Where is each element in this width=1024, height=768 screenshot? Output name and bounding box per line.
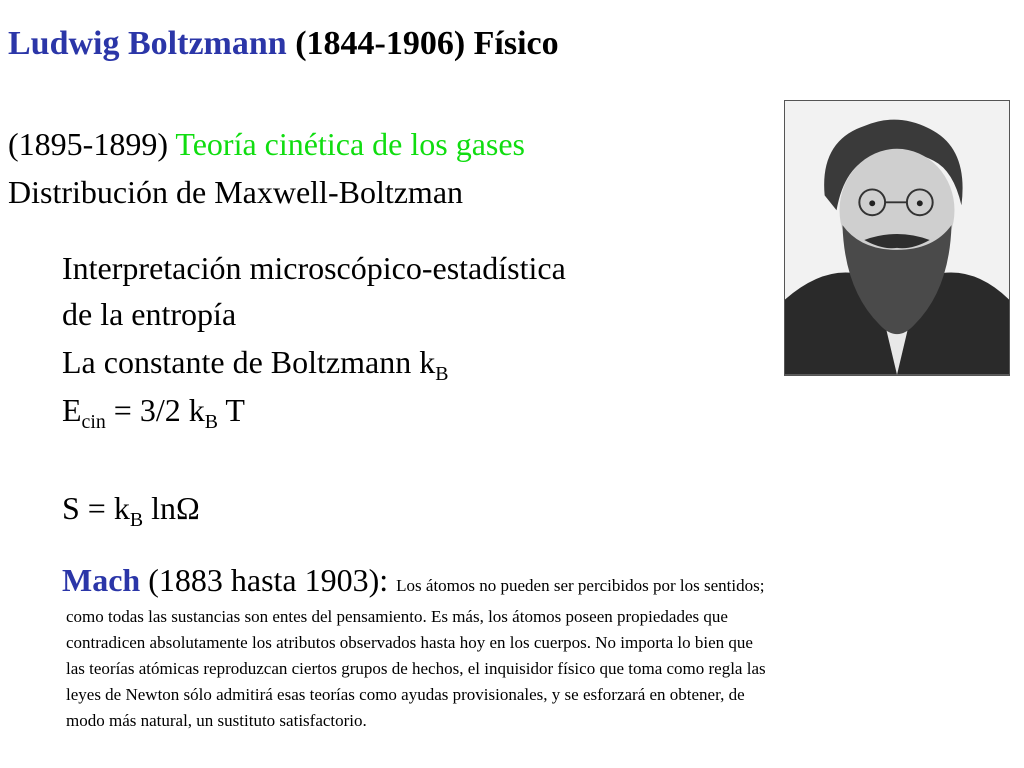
interpretation-line-2: de la entropía [62,296,237,332]
kinetic-theory-topic: Teoría cinética de los gases [175,126,525,162]
mach-quote-line: contradicen absolutamente los atributos observados hasta hoy en los cuerpos. No importa lo bien que [66,633,753,652]
mach-period: (1883 hasta 1903): [140,562,397,598]
energy-middle: = 3/2 k [105,392,205,428]
energy-symbol: E [62,392,82,428]
boltzmann-portrait [784,100,1010,376]
constant-subscript: B [435,362,449,385]
energy-end: T [217,392,245,428]
boltzmann-lifespan: (1844-1906) Físico [286,25,559,62]
kinetic-energy-formula [62,392,245,433]
constant-text: La constante de Boltzmann k [62,344,436,380]
entropy-formula [62,490,200,531]
mach-quote-line: las teorías atómicas reproduzcan ciertos grupos de hechos, el inquisidor físico que toma como regla las [66,659,766,678]
distribution-line: Distribución de Maxwell-Boltzman [8,174,464,210]
entropy-pre: S = k [62,490,130,526]
mach-quote-first-line: Los átomos no pueden ser percibidos por los sentidos; [396,576,765,595]
entropy-post: lnΩ [143,490,200,526]
interpretation-line-1: Interpretación microscópico-estadística [62,250,566,286]
entropy-k-subscript: B [129,508,144,531]
energy-k-subscript: B [204,410,218,433]
mach-quote-line: como todas las sustancias son entes del pensamiento. Es más, los átomos poseen propiedades que [66,607,728,626]
mach-quote-line: leyes de Newton sólo admitirá esas teorías como ayudas provisionales, y se esforzará en obtener, de [66,685,745,704]
boltzmann-constant-line [62,344,449,385]
mach-quote [66,604,1016,734]
boltzmann-name: Ludwig Boltzmann [8,25,287,62]
period-years: (1895-1899) [8,126,176,162]
kinetic-theory-line [8,126,525,162]
mach-name: Mach [62,562,141,598]
portrait-illustration [785,101,1009,375]
energy-subscript: cin [81,410,106,433]
mach-quote-line: modo más natural, un sustituto satisfactorio. [66,711,367,730]
mach-heading-line [62,562,764,604]
title-heading [8,24,559,64]
